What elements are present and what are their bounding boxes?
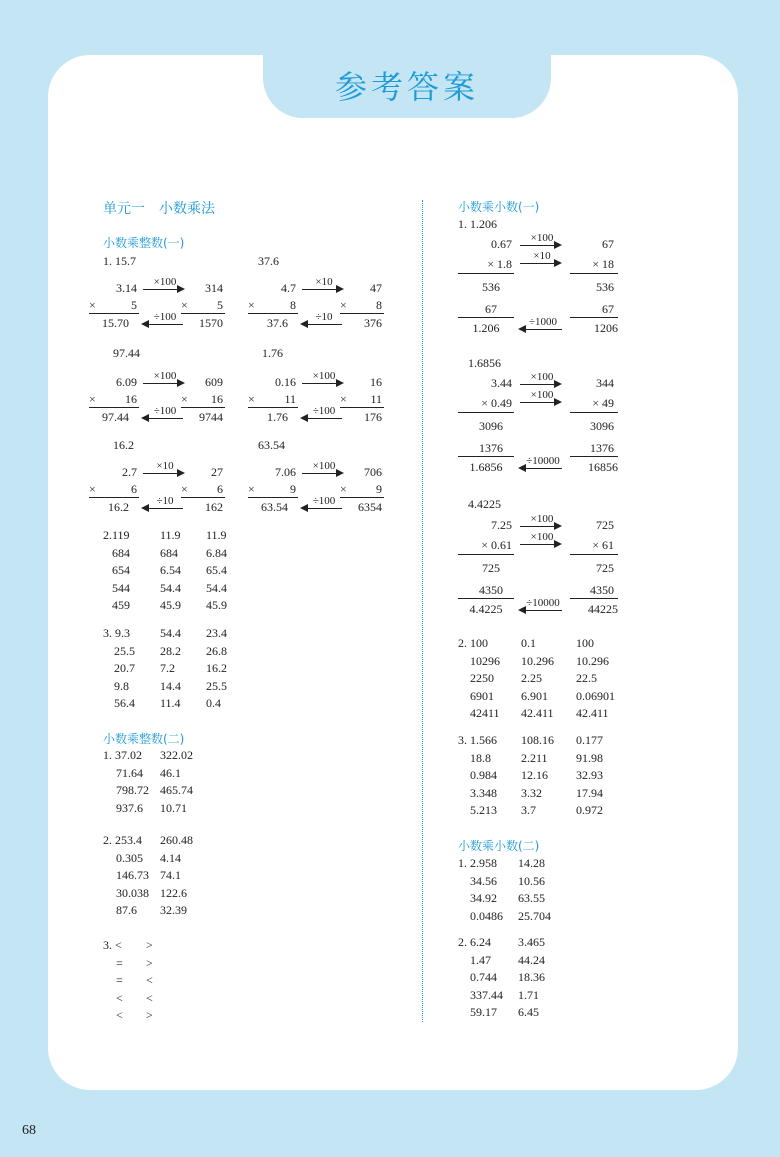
page-title: 参考答案 bbox=[334, 68, 479, 106]
multiplier: × 1.8 bbox=[487, 257, 512, 271]
answer-cell: 3.7 bbox=[521, 803, 536, 817]
answer-cell: 544 bbox=[112, 580, 130, 595]
partial-product: 67 bbox=[602, 302, 614, 316]
answer-cell: 6.45 bbox=[518, 1005, 539, 1019]
answer-label: 1.76 bbox=[262, 346, 283, 360]
answer-cell: < bbox=[146, 973, 153, 987]
underline bbox=[340, 407, 384, 408]
arrow-label: ×100 bbox=[530, 389, 554, 401]
answer-cell: 459 bbox=[112, 598, 130, 612]
column-divider bbox=[422, 200, 423, 1022]
answer-cell: 1. 37.02 bbox=[103, 748, 142, 762]
answer-cell: 23.4 bbox=[206, 626, 227, 640]
underline bbox=[248, 497, 298, 498]
answer-cell: 100 bbox=[576, 636, 594, 650]
product: 4.4225 bbox=[469, 602, 503, 616]
answer-cell: 2.25 bbox=[521, 671, 542, 685]
arrow-label: ÷100 bbox=[153, 405, 177, 417]
answer-cell: 18.36 bbox=[518, 970, 545, 984]
arrow-label: ×10 bbox=[533, 250, 551, 262]
arrow-left-icon bbox=[302, 418, 342, 419]
answer-label: 16.2 bbox=[113, 438, 134, 452]
product: 16.2 bbox=[108, 500, 129, 514]
multiplier: 16 bbox=[125, 392, 137, 406]
product: 1.76 bbox=[267, 410, 288, 424]
underline bbox=[570, 598, 618, 599]
answer-cell: 45.9 bbox=[206, 598, 227, 612]
answer-cell: 0.0486 bbox=[470, 908, 503, 923]
multiplier: 8 bbox=[290, 298, 296, 312]
answer-label: 4.4225 bbox=[468, 497, 501, 511]
answer-cell: > bbox=[146, 1008, 153, 1022]
answer-cell: 654 bbox=[112, 563, 130, 577]
answer-cell: 14.4 bbox=[160, 678, 181, 693]
answer-cell: 798.72 bbox=[116, 783, 149, 797]
arrow-label: ÷100 bbox=[312, 495, 336, 507]
arrow-left-icon bbox=[143, 324, 183, 325]
arrow-right-icon bbox=[520, 402, 560, 403]
product: 1.6856 bbox=[469, 460, 503, 474]
arrow-label: ×100 bbox=[153, 370, 177, 382]
arrow-label: ×100 bbox=[530, 371, 554, 383]
times-sign: × bbox=[340, 482, 347, 496]
arrow-right-icon bbox=[520, 384, 560, 385]
answer-cell: = bbox=[116, 973, 123, 987]
arrow-label: ÷10000 bbox=[526, 455, 560, 467]
underline bbox=[181, 407, 225, 408]
arrow-label: ×100 bbox=[530, 232, 554, 244]
arrow-label: ÷10 bbox=[156, 495, 174, 507]
multiplicand: 6.09 bbox=[116, 375, 137, 389]
answer-cell: 6901 bbox=[470, 688, 494, 703]
answer-cell: 0.1 bbox=[521, 636, 536, 650]
multiplier: 9 bbox=[290, 482, 296, 496]
answer-cell: 6.901 bbox=[521, 688, 548, 703]
answer-cell: 25.5 bbox=[114, 643, 135, 658]
times-sign: × bbox=[248, 298, 255, 312]
arrow-label: ÷1000 bbox=[528, 316, 558, 328]
arrow-label: ×100 bbox=[312, 370, 336, 382]
underline bbox=[340, 313, 384, 314]
answer-cell: 10.71 bbox=[160, 800, 187, 815]
underline bbox=[570, 273, 618, 274]
answer-cell: 2.211 bbox=[521, 750, 548, 765]
underline bbox=[570, 554, 618, 555]
underline bbox=[181, 313, 225, 314]
arrow-label: ÷10000 bbox=[526, 597, 560, 609]
answer-cell: 54.4 bbox=[160, 580, 181, 595]
answer-cell: 25.704 bbox=[518, 908, 551, 923]
times-sign: × bbox=[340, 298, 347, 312]
answer-cell: 12.16 bbox=[521, 768, 548, 782]
answer-cell: 71.64 bbox=[116, 765, 143, 780]
answer-cell: 25.5 bbox=[206, 678, 227, 693]
answer-cell: 65.4 bbox=[206, 563, 227, 577]
answer-cell: > bbox=[146, 955, 153, 970]
answer-cell: 28.2 bbox=[160, 643, 181, 658]
underline bbox=[458, 598, 514, 599]
answer-cell: 3.348 bbox=[470, 785, 497, 800]
answer-cell: 22.5 bbox=[576, 671, 597, 685]
multiplicand: 344 bbox=[596, 376, 614, 390]
product: 1206 bbox=[594, 321, 618, 335]
multiplier: × 49 bbox=[592, 396, 614, 410]
arrow-label: ÷100 bbox=[312, 405, 336, 417]
times-sign: × bbox=[181, 298, 188, 312]
multiplicand: 7.06 bbox=[275, 465, 296, 479]
section-heading: 小数乘小数(一) bbox=[458, 200, 540, 214]
answer-cell: 34.56 bbox=[470, 873, 497, 888]
page-number: 68 bbox=[22, 1123, 36, 1138]
times-sign: × bbox=[89, 392, 96, 406]
answer-cell: 10.296 bbox=[521, 653, 554, 668]
product: 44225 bbox=[588, 602, 618, 616]
unit-title: 单元一 小数乘法 bbox=[103, 201, 215, 217]
arrow-label: ×100 bbox=[530, 531, 554, 543]
multiplier: 11 bbox=[284, 392, 296, 406]
product: 16856 bbox=[588, 460, 618, 474]
multiplicand: 314 bbox=[205, 281, 223, 295]
times-sign: × bbox=[340, 392, 347, 406]
times-sign: × bbox=[181, 392, 188, 406]
multiplier: 5 bbox=[131, 298, 137, 312]
answer-cell: 1.71 bbox=[518, 987, 539, 1002]
answer-cell: 0.305 bbox=[116, 850, 143, 865]
product: 37.6 bbox=[267, 316, 288, 330]
product: 162 bbox=[205, 500, 223, 514]
answer-cell: 6.84 bbox=[206, 545, 227, 560]
partial-product: 536 bbox=[482, 280, 500, 294]
multiplier: × 61 bbox=[592, 538, 614, 552]
answer-cell: 2. 6.24 bbox=[458, 935, 491, 949]
arrow-right-icon bbox=[520, 245, 560, 246]
multiplier: 16 bbox=[211, 392, 223, 406]
answer-cell: 937.6 bbox=[116, 800, 143, 815]
answer-label: 37.6 bbox=[258, 254, 279, 268]
underline bbox=[89, 497, 139, 498]
underline bbox=[89, 313, 139, 314]
multiplier: 6 bbox=[131, 482, 137, 496]
answer-cell: 11.4 bbox=[160, 696, 181, 710]
answer-cell: 3. 9.3 bbox=[103, 626, 130, 640]
answer-cell: 45.9 bbox=[160, 598, 181, 612]
multiplicand: 16 bbox=[370, 375, 382, 389]
answer-cell: 108.16 bbox=[521, 733, 554, 747]
answer-cell: 54.4 bbox=[160, 626, 181, 640]
answer-cell: 337.44 bbox=[470, 987, 503, 1002]
answer-cell: 44.24 bbox=[518, 952, 545, 967]
underline bbox=[458, 273, 514, 274]
multiplier: × 0.61 bbox=[481, 538, 512, 552]
answer-cell: 0.06901 bbox=[576, 688, 615, 703]
arrow-left-icon bbox=[520, 329, 562, 330]
multiplicand: 0.16 bbox=[275, 375, 296, 389]
multiplicand: 3.44 bbox=[491, 376, 512, 390]
multiplicand: 706 bbox=[364, 465, 382, 479]
answer-cell: 20.7 bbox=[114, 661, 135, 675]
answer-cell: 91.98 bbox=[576, 750, 603, 765]
answer-cell: 0.972 bbox=[576, 803, 603, 817]
partial-product: 725 bbox=[482, 561, 500, 575]
answer-cell: 0.4 bbox=[206, 696, 221, 710]
answer-cell: > bbox=[146, 938, 153, 952]
answer-cell: < bbox=[116, 990, 123, 1005]
partial-product: 3096 bbox=[590, 419, 614, 433]
answer-cell: 684 bbox=[112, 545, 130, 560]
arrow-left-icon bbox=[143, 418, 183, 419]
arrow-right-icon bbox=[143, 289, 183, 290]
product: 63.54 bbox=[261, 500, 288, 514]
arrow-right-icon bbox=[302, 383, 342, 384]
answer-cell: 42.411 bbox=[521, 706, 554, 720]
arrow-label: ×100 bbox=[153, 276, 177, 288]
answer-cell: 3.32 bbox=[521, 785, 542, 800]
arrow-label: ÷100 bbox=[153, 311, 177, 323]
answer-cell: 7.2 bbox=[160, 661, 175, 675]
partial-product: 67 bbox=[485, 302, 497, 316]
underline bbox=[340, 497, 384, 498]
answer-cell: 2250 bbox=[470, 671, 494, 685]
underline bbox=[570, 317, 618, 318]
answer-cell: 465.74 bbox=[160, 783, 193, 797]
product: 176 bbox=[364, 410, 382, 424]
answer-cell: < bbox=[146, 990, 153, 1005]
answer-cell: 2. 100 bbox=[458, 636, 488, 650]
answer-cell: 16.2 bbox=[206, 661, 227, 675]
answer-cell: 30.038 bbox=[116, 885, 149, 900]
times-sign: × bbox=[89, 298, 96, 312]
answer-cell: 1.47 bbox=[470, 952, 491, 967]
multiplicand: 0.67 bbox=[491, 237, 512, 251]
answer-label: 63.54 bbox=[258, 438, 285, 452]
answer-cell: 3.465 bbox=[518, 935, 545, 949]
underline bbox=[89, 407, 139, 408]
answer-cell: 56.4 bbox=[114, 696, 135, 710]
answer-cell: 9.8 bbox=[114, 678, 129, 693]
answer-cell: 87.6 bbox=[116, 903, 137, 917]
arrow-right-icon bbox=[143, 473, 183, 474]
product: 9744 bbox=[199, 410, 223, 424]
times-sign: × bbox=[248, 482, 255, 496]
answer-cell: 684 bbox=[160, 545, 178, 560]
answer-cell: 54.4 bbox=[206, 580, 227, 595]
answer-cell: 32.39 bbox=[160, 903, 187, 917]
multiplier: 8 bbox=[376, 298, 382, 312]
multiplicand: 7.25 bbox=[491, 518, 512, 532]
arrow-left-icon bbox=[302, 324, 342, 325]
answer-cell: 11.9 bbox=[206, 528, 227, 542]
answer-cell: 1. 2.958 bbox=[458, 856, 497, 870]
arrow-label: ×10 bbox=[156, 460, 174, 472]
partial-product: 536 bbox=[596, 280, 614, 294]
times-sign: × bbox=[89, 482, 96, 496]
answer-cell: 0.744 bbox=[470, 970, 497, 984]
arrow-left-icon bbox=[302, 508, 342, 509]
product: 15.70 bbox=[102, 316, 129, 330]
underline bbox=[458, 456, 514, 457]
answer-cell: 18.8 bbox=[470, 750, 491, 765]
partial-product: 1376 bbox=[479, 441, 503, 455]
section-heading: 小数乘小数(二) bbox=[458, 839, 540, 853]
answer-label: 1.6856 bbox=[468, 356, 501, 370]
answer-cell: 63.55 bbox=[518, 891, 545, 905]
product: 1.206 bbox=[472, 321, 500, 335]
multiplier: × 0.49 bbox=[481, 396, 512, 410]
multiplicand: 609 bbox=[205, 375, 223, 389]
underline bbox=[248, 407, 298, 408]
answer-cell: 2.119 bbox=[103, 528, 130, 542]
underline bbox=[458, 317, 514, 318]
answer-label: 1. 15.7 bbox=[103, 254, 136, 268]
answer-cell: 32.93 bbox=[576, 768, 603, 782]
multiplicand: 27 bbox=[211, 465, 223, 479]
answer-label: 1. 1.206 bbox=[458, 217, 497, 231]
multiplicand: 47 bbox=[370, 281, 382, 295]
answer-cell: 3. 1.566 bbox=[458, 733, 497, 747]
multiplicand: 4.7 bbox=[281, 281, 296, 295]
multiplicand: 3.14 bbox=[116, 281, 137, 295]
answer-cell: 59.17 bbox=[470, 1005, 497, 1019]
arrow-right-icon bbox=[520, 544, 560, 545]
arrow-right-icon bbox=[520, 526, 560, 527]
underline bbox=[570, 456, 618, 457]
answer-cell: < bbox=[116, 1008, 123, 1022]
answer-cell: 74.1 bbox=[160, 868, 181, 882]
answer-cell: 42.411 bbox=[576, 706, 609, 720]
answer-cell: = bbox=[116, 955, 123, 970]
underline bbox=[458, 412, 514, 413]
product: 97.44 bbox=[102, 410, 129, 424]
multiplier: × 18 bbox=[592, 257, 614, 271]
underline bbox=[458, 554, 514, 555]
answer-cell: 26.8 bbox=[206, 643, 227, 658]
arrow-right-icon bbox=[302, 473, 342, 474]
answer-cell: 10.296 bbox=[576, 653, 609, 668]
arrow-left-icon bbox=[143, 508, 183, 509]
partial-product: 725 bbox=[596, 561, 614, 575]
answer-cell: 10.56 bbox=[518, 873, 545, 888]
product: 376 bbox=[364, 316, 382, 330]
product: 6354 bbox=[358, 500, 382, 514]
section-heading: 小数乘整数(一) bbox=[103, 236, 185, 250]
multiplier: 11 bbox=[370, 392, 382, 406]
answer-cell: 46.1 bbox=[160, 765, 181, 780]
partial-product: 4350 bbox=[590, 583, 614, 597]
arrow-right-icon bbox=[143, 383, 183, 384]
underline bbox=[248, 313, 298, 314]
multiplicand: 725 bbox=[596, 518, 614, 532]
answer-cell: 10296 bbox=[470, 653, 500, 668]
times-sign: × bbox=[248, 392, 255, 406]
answer-label: 97.44 bbox=[113, 346, 140, 360]
underline bbox=[181, 497, 225, 498]
multiplier: 5 bbox=[217, 298, 223, 312]
answer-cell: 0.984 bbox=[470, 768, 497, 782]
arrow-label: ×10 bbox=[315, 276, 333, 288]
multiplicand: 2.7 bbox=[122, 465, 137, 479]
multiplier: 9 bbox=[376, 482, 382, 496]
answer-cell: 122.6 bbox=[160, 885, 187, 900]
answer-cell: 34.92 bbox=[470, 891, 497, 905]
answer-cell: 146.73 bbox=[116, 868, 149, 882]
answer-cell: 42411 bbox=[470, 706, 500, 720]
answer-cell: 6.54 bbox=[160, 563, 181, 577]
product: 1570 bbox=[199, 316, 223, 330]
answer-cell: 17.94 bbox=[576, 785, 603, 800]
arrow-label: ÷10 bbox=[315, 311, 333, 323]
underline bbox=[570, 412, 618, 413]
times-sign: × bbox=[181, 482, 188, 496]
answer-cell: 2. 253.4 bbox=[103, 833, 142, 847]
partial-product: 1376 bbox=[590, 441, 614, 455]
arrow-label: ×100 bbox=[530, 513, 554, 525]
multiplier: 6 bbox=[217, 482, 223, 496]
answer-cell: 5.213 bbox=[470, 803, 497, 817]
partial-product: 4350 bbox=[479, 583, 503, 597]
arrow-left-icon bbox=[520, 468, 562, 469]
arrow-label: ×100 bbox=[312, 460, 336, 472]
answer-cell: 322.02 bbox=[160, 748, 193, 762]
answer-cell: 3. < bbox=[103, 938, 122, 952]
arrow-left-icon bbox=[520, 610, 562, 611]
section-heading: 小数乘整数(二) bbox=[103, 732, 185, 746]
answer-cell: 14.28 bbox=[518, 856, 545, 870]
answer-cell: 260.48 bbox=[160, 833, 193, 847]
arrow-right-icon bbox=[520, 263, 560, 264]
multiplicand: 67 bbox=[602, 237, 614, 251]
arrow-right-icon bbox=[302, 289, 342, 290]
answer-cell: 11.9 bbox=[160, 528, 181, 542]
partial-product: 3096 bbox=[479, 419, 503, 433]
answer-cell: 4.14 bbox=[160, 850, 181, 865]
answer-cell: 0.177 bbox=[576, 733, 603, 747]
